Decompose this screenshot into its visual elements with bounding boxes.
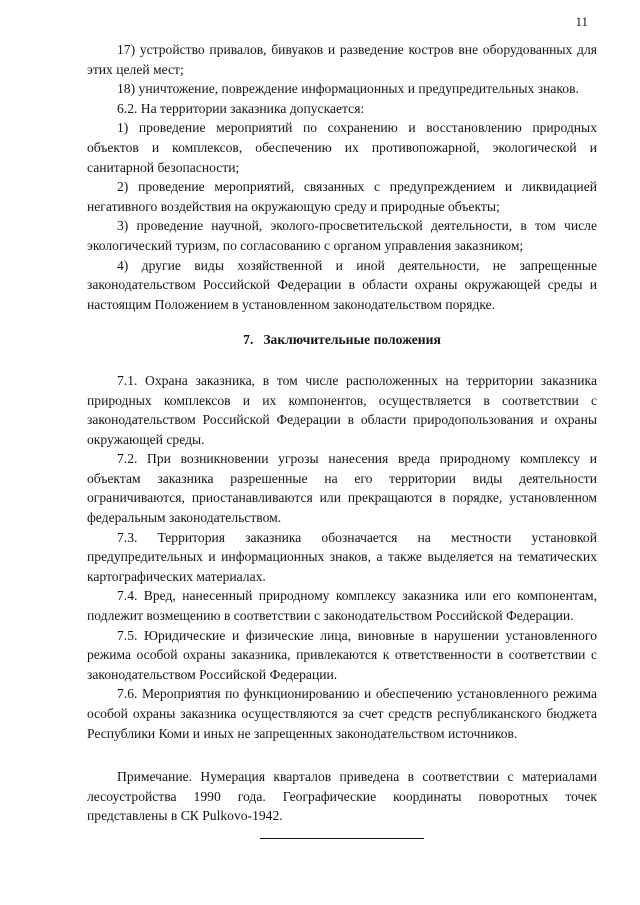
document-body [87, 40, 597, 839]
list-item: 17) устройство привалов, бивуаков и разведение костров вне оборудованных для этих целей мест; [87, 42, 597, 77]
section-heading [87, 330, 597, 350]
list-item: 4) другие виды хозяйственной и иной деятельности, не запрещенные законодательством Российской Федерации в области охраны окружающей среды и настоящим Положением в установленном законодательством порядке. [87, 257, 597, 312]
page-number: 11 [575, 14, 588, 29]
clause-paragraph: 7.3. Территория заказника обозначается на местности установкой предупредительных и информационных знаков, а также выделяется на тематических картографических материалах. [87, 529, 597, 584]
list-item: 1) проведение мероприятий по сохранению и восстановлению природных объектов и комплексов, обеспечению их противопожарной, экологической и санитарной безопасности; [87, 120, 597, 175]
clause-paragraph: 7.4. Вред, нанесенный природному комплексу заказника или его компонентам, подлежит возмещению в соответствии с законодательством Российской Федерации. [87, 588, 597, 624]
note-paragraph: Примечание. Нумерация кварталов приведена в соответствии с материалами лесоустройства 1990 года. Географические координаты поворотных точек представлены в СК Pulkovo-1942. [87, 769, 597, 824]
end-rule [260, 838, 424, 839]
clause-paragraph: 7.6. Мероприятия по функционированию и обеспечению установленного режима особой охраны заказника осуществляются за счет средств республиканского бюджета Республики Коми и иных не запрещенных законодательством источников. [87, 686, 597, 741]
list-item: 18) уничтожение, повреждение информационных и предупредительных знаков. [117, 81, 579, 97]
clause-paragraph: 7.2. При возникновении угрозы нанесения вреда природному комплексу и объектам заказника разрешенные на его территории виды деятельности ограничиваются, приостанавливаются или прекращаются в порядке, установленном федеральным законодательством. [87, 451, 597, 526]
list-item: 3) проведение научной, эколого-просветительской деятельности, в том числе экологический туризм, по согласованию с органом управления заказником; [87, 218, 597, 253]
section-number: 7. [243, 332, 254, 348]
section-title: Заключительные положения [263, 332, 441, 348]
clause-paragraph: 7.1. Охрана заказника, в том числе расположенных на территории заказника природных комплексов и их компонентов, осуществляется в соответствии с законодательством Российской Федерации в области природопользования и охраны окружающей среды. [87, 372, 597, 447]
list-item: 2) проведение мероприятий, связанных с предупреждением и ликвидацией негативного воздействия на окружающую среду и природные объекты; [87, 179, 597, 214]
clause-6-2-intro: 6.2. На территории заказника допускается: [117, 100, 365, 116]
clause-paragraph: 7.5. Юридические и физические лица, виновные в нарушении установленного режима особой охраны заказника, привлекаются к ответственности в соответствии с законодательством Российской Федерации. [87, 627, 597, 682]
